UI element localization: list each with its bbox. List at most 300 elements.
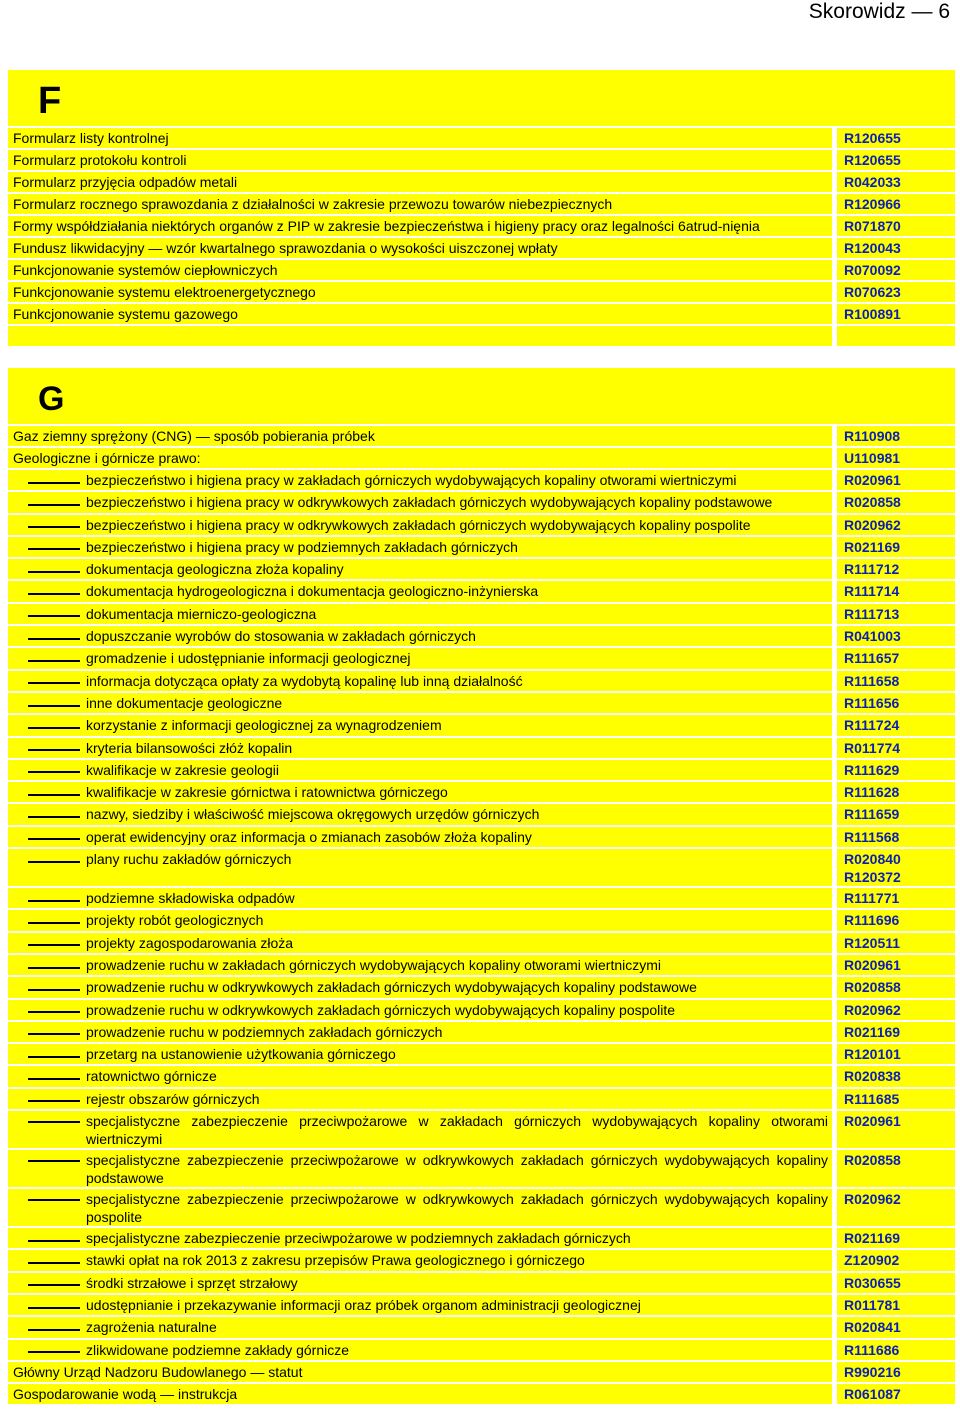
entry-code-cell [837, 933, 955, 953]
index-entry [8, 216, 955, 236]
entry-code[interactable]: R111656 [844, 694, 900, 711]
entry-code[interactable]: R020858 [844, 979, 901, 996]
entry-title: Funkcjonowanie systemu elektroenergetycznego [13, 284, 316, 300]
entry-title-cell [8, 1189, 832, 1226]
entry-code-cell [837, 216, 955, 236]
entry-title: Formularz listy kontrolnej [13, 130, 169, 146]
entry-code[interactable]: R990216 [844, 1363, 901, 1380]
entry-title: kwalifikacje w zakresie górnictwa i ratownictwa górniczego [86, 784, 448, 801]
entry-title-cell [8, 1362, 832, 1382]
entry-title-cell [8, 1340, 832, 1360]
index-entry [8, 426, 955, 446]
dash-icon [28, 740, 86, 758]
entry-title: dokumentacja hydrogeologiczna i dokumentacja geologiczno-inżynierska [86, 583, 539, 600]
entry-code-cell [837, 849, 955, 886]
index-entry [8, 888, 955, 908]
entry-code-cell [837, 760, 955, 780]
entry-code[interactable]: R111658 [844, 672, 900, 689]
entry-title: prowadzenie ruchu w odkrywkowych zakładach górniczych wydobywających kopaliny pospolite [86, 1001, 676, 1018]
index-entry [8, 1089, 955, 1109]
entry-code-cell [837, 693, 955, 713]
entry-sub-wrap [28, 627, 828, 646]
entry-title: Formularz protokołu kontroli [13, 152, 187, 168]
entry-title-cell [8, 910, 832, 930]
dash-icon [28, 495, 86, 513]
entry-code-cell [837, 448, 955, 468]
index-entry [8, 1111, 955, 1148]
entry-code-cell [837, 537, 955, 557]
entry-title-cell [8, 1066, 832, 1086]
entry-code[interactable]: R111628 [844, 784, 900, 801]
entry-code-cell [837, 671, 955, 691]
index-entry [8, 933, 955, 953]
entry-code[interactable]: R020841 [844, 1319, 901, 1336]
index-entry [8, 492, 955, 512]
entry-title: Funkcjonowanie systemów ciepłowniczych [13, 262, 278, 278]
index-entry [8, 671, 955, 691]
entry-code-cell [837, 1317, 955, 1337]
entry-sub-wrap [28, 672, 828, 691]
entry-code[interactable]: R111712 [844, 561, 900, 578]
dash-icon [28, 890, 86, 908]
index-entry [8, 150, 955, 170]
index-entry [8, 760, 955, 780]
entry-title: Formularz przyjęcia odpadów metali [13, 174, 238, 190]
entry-code[interactable]: R111686 [844, 1341, 900, 1358]
index-entry [8, 1362, 955, 1382]
entry-title: specjalistyczne zabezpieczenie przeciwpożarowe w zakładach górniczych wydobywających kopaliny otworami wiertniczymi [86, 1113, 828, 1148]
entry-code-cell [837, 910, 955, 930]
index-entry [8, 260, 955, 280]
index-entry [8, 1384, 955, 1404]
entry-code[interactable]: R070092 [844, 262, 901, 278]
entry-code[interactable]: R021169 [844, 1230, 901, 1247]
entry-code-cell [837, 581, 955, 601]
index-entry [8, 1044, 955, 1064]
index-entry [8, 849, 955, 886]
entry-title-cell [8, 216, 832, 236]
entry-sub-wrap [28, 1001, 828, 1020]
entry-code-cell [837, 1228, 955, 1248]
entry-code-cell [837, 470, 955, 490]
entry-sub-wrap [28, 761, 828, 780]
entry-code[interactable]: R111724 [844, 717, 900, 734]
entry-sub-wrap [28, 1229, 828, 1248]
entry-sub-wrap [28, 783, 828, 802]
entry-code-cell [837, 426, 955, 446]
entry-code[interactable]: R020838 [844, 1068, 901, 1085]
entry-sub-wrap [28, 828, 828, 847]
entry-title-cell [8, 977, 832, 997]
entry-code-cell [837, 1250, 955, 1270]
entry-code[interactable]: R120966 [844, 196, 901, 212]
index-entry [8, 1295, 955, 1315]
entry-code-cell [837, 1111, 955, 1148]
entry-code-cell [837, 150, 955, 170]
entry-code[interactable]: R011774 [844, 739, 901, 756]
entry-code[interactable]: R021169 [844, 1023, 901, 1040]
entry-title: nazwy, siedziby i właściwość miejscowa okręgowych urzędów górniczych [86, 806, 540, 823]
section-letter-f: F [38, 80, 62, 122]
dash-icon [28, 1151, 86, 1169]
entry-code[interactable]: R111685 [844, 1090, 900, 1107]
entry-code-cell [837, 827, 955, 847]
entry-title-cell [8, 1150, 832, 1187]
entry-code[interactable]: R111714 [844, 583, 900, 600]
entry-code[interactable]: R061087 [844, 1385, 901, 1402]
entry-code[interactable]: R011781 [844, 1296, 901, 1313]
entry-title: operat ewidencyjny oraz informacja o zmianach zasobów złoża kopaliny [86, 828, 532, 845]
entry-title-cell [8, 849, 832, 886]
entry-code[interactable]: R120511 [844, 934, 901, 951]
entry-code[interactable]: R111629 [844, 761, 900, 778]
entry-title: Geologiczne i górnicze prawo: [13, 450, 201, 466]
entry-sub-wrap [28, 956, 828, 975]
entry-code[interactable]: R021169 [844, 538, 901, 555]
entry-title-cell [8, 693, 832, 713]
entry-sub-wrap [28, 694, 828, 713]
entry-sub-wrap [28, 978, 828, 997]
entry-sub-wrap [28, 1090, 828, 1109]
entry-code[interactable]: R120655 [844, 130, 901, 146]
entry-code[interactable]: R110908 [844, 428, 901, 444]
entry-title: prowadzenie ruchu w podziemnych zakładach górniczych [86, 1023, 443, 1040]
entry-sub-wrap [28, 1067, 828, 1086]
index-entry [8, 238, 955, 258]
entry-title-cell [8, 426, 832, 446]
entry-code[interactable]: R020858 [844, 494, 901, 511]
dash-icon [28, 851, 86, 869]
index-entry [8, 1273, 955, 1293]
index-entry [8, 1250, 955, 1270]
index-entry [8, 1228, 955, 1248]
dash-icon [28, 1112, 86, 1130]
entry-sub-wrap [28, 889, 828, 908]
entry-sub-wrap [28, 582, 828, 601]
entry-sub-wrap [28, 911, 828, 930]
entry-code[interactable]: R070623 [844, 284, 901, 300]
entry-code-cell [837, 977, 955, 997]
index-entry [8, 448, 955, 468]
dash-icon [28, 584, 86, 602]
entry-code[interactable]: R111713 [844, 605, 900, 622]
index-entry [8, 782, 955, 802]
index-entry [8, 1340, 955, 1360]
entry-code[interactable]: R020840 [844, 851, 901, 868]
section-g-list [8, 426, 955, 1406]
index-entry [8, 194, 955, 214]
entry-sub-wrap [28, 934, 828, 953]
dash-icon [28, 673, 86, 691]
entry-code-cell [837, 1044, 955, 1064]
index-entry [8, 977, 955, 997]
entry-code[interactable]: R071870 [844, 218, 901, 234]
entry-code[interactable]: R100891 [844, 306, 901, 322]
index-entry [8, 604, 955, 624]
entry-title-cell [8, 760, 832, 780]
section-g-band [8, 368, 955, 424]
dash-icon [28, 1069, 86, 1087]
entry-title: Funkcjonowanie systemu gazowego [13, 306, 238, 322]
index-entry [8, 470, 955, 490]
entry-code-cell [837, 515, 955, 535]
index-entry [8, 559, 955, 579]
dash-icon [28, 1342, 86, 1360]
entry-title-cell [8, 648, 832, 668]
index-entry [8, 1022, 955, 1042]
entry-code[interactable]: R120655 [844, 152, 901, 168]
entry-title-cell [8, 604, 832, 624]
entry-title-cell [8, 1250, 832, 1270]
entry-title: informacja dotycząca opłaty za wydobytą kopalinę lub inną działalność [86, 672, 523, 689]
dash-icon [28, 606, 86, 624]
dash-icon [28, 561, 86, 579]
dash-icon [28, 539, 86, 557]
entry-code-cell [837, 1273, 955, 1293]
entry-title: Formy współdziałania niektórych organów z PIP w zakresie bezpieczeństwa i higieny pracy oraz legalności 6atrud-nięnia [13, 218, 760, 234]
entry-code-cell [837, 1384, 955, 1404]
entry-sub-wrap [28, 605, 828, 624]
entry-sub-wrap [28, 805, 828, 824]
entry-title-cell [8, 470, 832, 490]
entry-title: udostępnianie i przekazywanie informacji oraz próbek organom administracji geologicznej [86, 1296, 641, 1313]
entry-title: dopuszczanie wyrobów do stosowania w zakładach górniczych [86, 628, 476, 645]
entry-code[interactable]: R041003 [844, 628, 901, 645]
dash-icon [28, 1024, 86, 1042]
entry-title-cell [8, 782, 832, 802]
entry-title-cell [8, 1317, 832, 1337]
entry-title: bezpieczeństwo i higiena pracy w odkrywkowych zakładach górniczych wydobywających kopaliny pospolite [86, 516, 751, 533]
entry-title: zagrożenia naturalne [86, 1319, 217, 1336]
entry-title: Gospodarowanie wodą — instrukcja [13, 1385, 238, 1402]
entry-title: projekty robót geologicznych [86, 912, 264, 929]
entry-sub-wrap [28, 1045, 828, 1064]
entry-code-cell [837, 304, 955, 324]
entry-code[interactable]: U110981 [844, 450, 901, 466]
entry-code[interactable]: R020961 [844, 956, 901, 973]
entry-code-cell [837, 238, 955, 258]
entry-code-cell [837, 260, 955, 280]
entry-title: projekty zagospodarowania złoża [86, 934, 294, 951]
entry-code[interactable]: R020962 [844, 516, 901, 533]
empty-cell [8, 326, 832, 346]
entry-code[interactable]: R020962 [844, 1191, 901, 1208]
entry-code[interactable]: R020962 [844, 1001, 901, 1018]
entry-code[interactable]: R020961 [844, 1113, 901, 1130]
entry-sub-wrap [28, 560, 828, 579]
dash-icon [28, 1002, 86, 1020]
entry-title-cell [8, 304, 832, 324]
entry-title-cell [8, 1273, 832, 1293]
index-entry [8, 955, 955, 975]
entry-sub-wrap [28, 538, 828, 557]
dash-icon [28, 762, 86, 780]
entry-title-cell [8, 827, 832, 847]
entry-title-cell [8, 1111, 832, 1148]
entry-title: prowadzenie ruchu w odkrywkowych zakładach górniczych wydobywających kopaliny podstawowe [86, 979, 697, 996]
dash-icon [28, 628, 86, 646]
entry-code[interactable]: R120372 [844, 869, 901, 886]
index-entry [8, 581, 955, 601]
entry-title: plany ruchu zakładów górniczych [86, 851, 292, 868]
dash-icon [28, 1297, 86, 1315]
dash-icon [28, 784, 86, 802]
entry-title-cell [8, 671, 832, 691]
section-f-list [8, 128, 955, 348]
dash-icon [28, 472, 86, 490]
entry-title-cell [8, 1089, 832, 1109]
entry-code-cell [837, 1189, 955, 1226]
entry-title-cell [8, 804, 832, 824]
entry-title-cell [8, 260, 832, 280]
dash-icon [28, 913, 86, 931]
section-letter-g: G [38, 380, 65, 418]
section-f-band [8, 70, 955, 126]
entry-sub-wrap [28, 1251, 828, 1270]
entry-title-cell [8, 955, 832, 975]
entry-title-cell [8, 1044, 832, 1064]
entry-title: bezpieczeństwo i higiena pracy w odkrywkowych zakładach górniczych wydobywających kopaliny podstawowe [86, 494, 773, 511]
entry-sub-wrap [28, 850, 828, 869]
entry-sub-wrap [28, 471, 828, 490]
entry-code-cell [837, 804, 955, 824]
entry-code[interactable]: R020961 [844, 472, 901, 488]
entry-title-cell [8, 492, 832, 512]
entry-sub-wrap [28, 1274, 828, 1293]
entry-code[interactable]: R042033 [844, 174, 901, 190]
entry-title: podziemne składowiska odpadów [86, 890, 295, 907]
index-entry [8, 537, 955, 557]
index-entry [8, 1000, 955, 1020]
entry-title: specjalistyczne zabezpieczenie przeciwpożarowe w odkrywkowych zakładach górniczych wydobywających kopaliny podstawowe [86, 1152, 828, 1187]
entry-code-cell [837, 782, 955, 802]
entry-title-cell [8, 194, 832, 214]
entry-sub-wrap [28, 516, 828, 535]
entry-code-cell [837, 1295, 955, 1315]
entry-title-cell [8, 1022, 832, 1042]
entry-code-cell [837, 1022, 955, 1042]
index-entry [8, 827, 955, 847]
entry-title: dokumentacja geologiczna złoża kopaliny [86, 561, 344, 578]
entry-code-cell [837, 172, 955, 192]
entry-code-cell [837, 738, 955, 758]
entry-title-cell [8, 1228, 832, 1248]
entry-code[interactable]: R030655 [844, 1274, 901, 1291]
entry-title-cell [8, 172, 832, 192]
entry-title-cell [8, 933, 832, 953]
index-entry [8, 693, 955, 713]
entry-code[interactable]: R111696 [844, 912, 900, 929]
entry-title: prowadzenie ruchu w zakładach górniczych wydobywających kopaliny otworami wiertniczymi [86, 956, 662, 973]
entry-code[interactable]: R020858 [844, 1152, 901, 1169]
entry-title: bezpieczeństwo i higiena pracy w zakładach górniczych wydobywających kopaliny otworami wiertniczymi [86, 472, 737, 488]
dash-icon [28, 1320, 86, 1338]
entry-title: specjalistyczne zabezpieczenie przeciwpożarowe w odkrywkowych zakładach górniczych wydobywających kopaliny pospolite [86, 1191, 828, 1226]
entry-sub-wrap [28, 1112, 828, 1148]
dash-icon [28, 957, 86, 975]
entry-code-cell [837, 1362, 955, 1382]
entry-title: Fundusz likwidacyjny — wzór kwartalnego sprawozdania o wysokości uiszczonej wpłaty [13, 240, 558, 256]
entry-title: inne dokumentacje geologiczne [86, 694, 283, 711]
dash-icon [28, 935, 86, 953]
entry-title-cell [8, 1000, 832, 1020]
index-entry [8, 1317, 955, 1337]
entry-title-cell [8, 715, 832, 735]
entry-title: Formularz rocznego sprawozdania z działalności w zakresie przewozu towarów niebezpiecznych [13, 196, 613, 212]
dash-icon [28, 1046, 86, 1064]
entry-sub-wrap [28, 1318, 828, 1337]
dash-icon [28, 1091, 86, 1109]
entry-title: korzystanie z informacji geologicznej za wynagrodzeniem [86, 717, 442, 734]
index-entry [8, 128, 955, 148]
index-entry [8, 626, 955, 646]
entry-title-cell [8, 238, 832, 258]
entry-title-cell [8, 581, 832, 601]
entry-code-cell [837, 1150, 955, 1187]
dash-icon [28, 1230, 86, 1248]
index-entry [8, 648, 955, 668]
dash-icon [28, 829, 86, 847]
entry-title-cell [8, 448, 832, 468]
index-entry [8, 1066, 955, 1086]
entry-sub-wrap [28, 1190, 828, 1226]
dash-icon [28, 807, 86, 825]
entry-code[interactable]: R111771 [844, 890, 900, 907]
entry-title-cell [8, 537, 832, 557]
dash-icon [28, 718, 86, 736]
entry-code-cell [837, 955, 955, 975]
entry-sub-wrap [28, 716, 828, 735]
entry-title-cell [8, 128, 832, 148]
entry-title-cell [8, 515, 832, 535]
entry-code[interactable]: R120101 [844, 1046, 901, 1063]
page-header [0, 0, 960, 26]
entry-code-cell [837, 626, 955, 646]
entry-code[interactable]: Z120902 [844, 1252, 900, 1269]
index-entry [8, 715, 955, 735]
entry-code[interactable]: R111568 [844, 828, 900, 845]
entry-code[interactable]: R111657 [844, 650, 900, 667]
entry-title: Gaz ziemny sprężony (CNG) — sposób pobierania próbek [13, 428, 375, 444]
index-entry [8, 1150, 955, 1187]
entry-code-cell [837, 1000, 955, 1020]
entry-code-cell [837, 888, 955, 908]
entry-code-cell [837, 282, 955, 302]
entry-title: bezpieczeństwo i higiena pracy w podziemnych zakładach górniczych [86, 538, 518, 555]
entry-code-cell [837, 1089, 955, 1109]
index-entry [8, 515, 955, 535]
entry-title-cell [8, 559, 832, 579]
empty-cell [837, 326, 955, 346]
entry-title: zlikwidowane podziemne zakłady górnicze [86, 1341, 350, 1358]
entry-title: specjalistyczne zabezpieczenie przeciwpożarowe w podziemnych zakładach górniczych [86, 1230, 631, 1247]
empty-row [8, 326, 955, 346]
entry-title-cell [8, 738, 832, 758]
entry-title-cell [8, 282, 832, 302]
index-entry [8, 1189, 955, 1226]
entry-title-cell [8, 1384, 832, 1404]
entry-title: ratownictwo górnicze [86, 1068, 217, 1085]
entry-title-cell [8, 150, 832, 170]
entry-sub-wrap [28, 493, 828, 512]
entry-code-cell [837, 604, 955, 624]
entry-code-cell [837, 715, 955, 735]
entry-code-cell [837, 1066, 955, 1086]
entry-code[interactable]: R111659 [844, 806, 900, 823]
entry-code[interactable]: R120043 [844, 240, 901, 256]
entry-title: Główny Urząd Nadzoru Budowlanego — statut [13, 1363, 303, 1380]
dash-icon [28, 980, 86, 998]
